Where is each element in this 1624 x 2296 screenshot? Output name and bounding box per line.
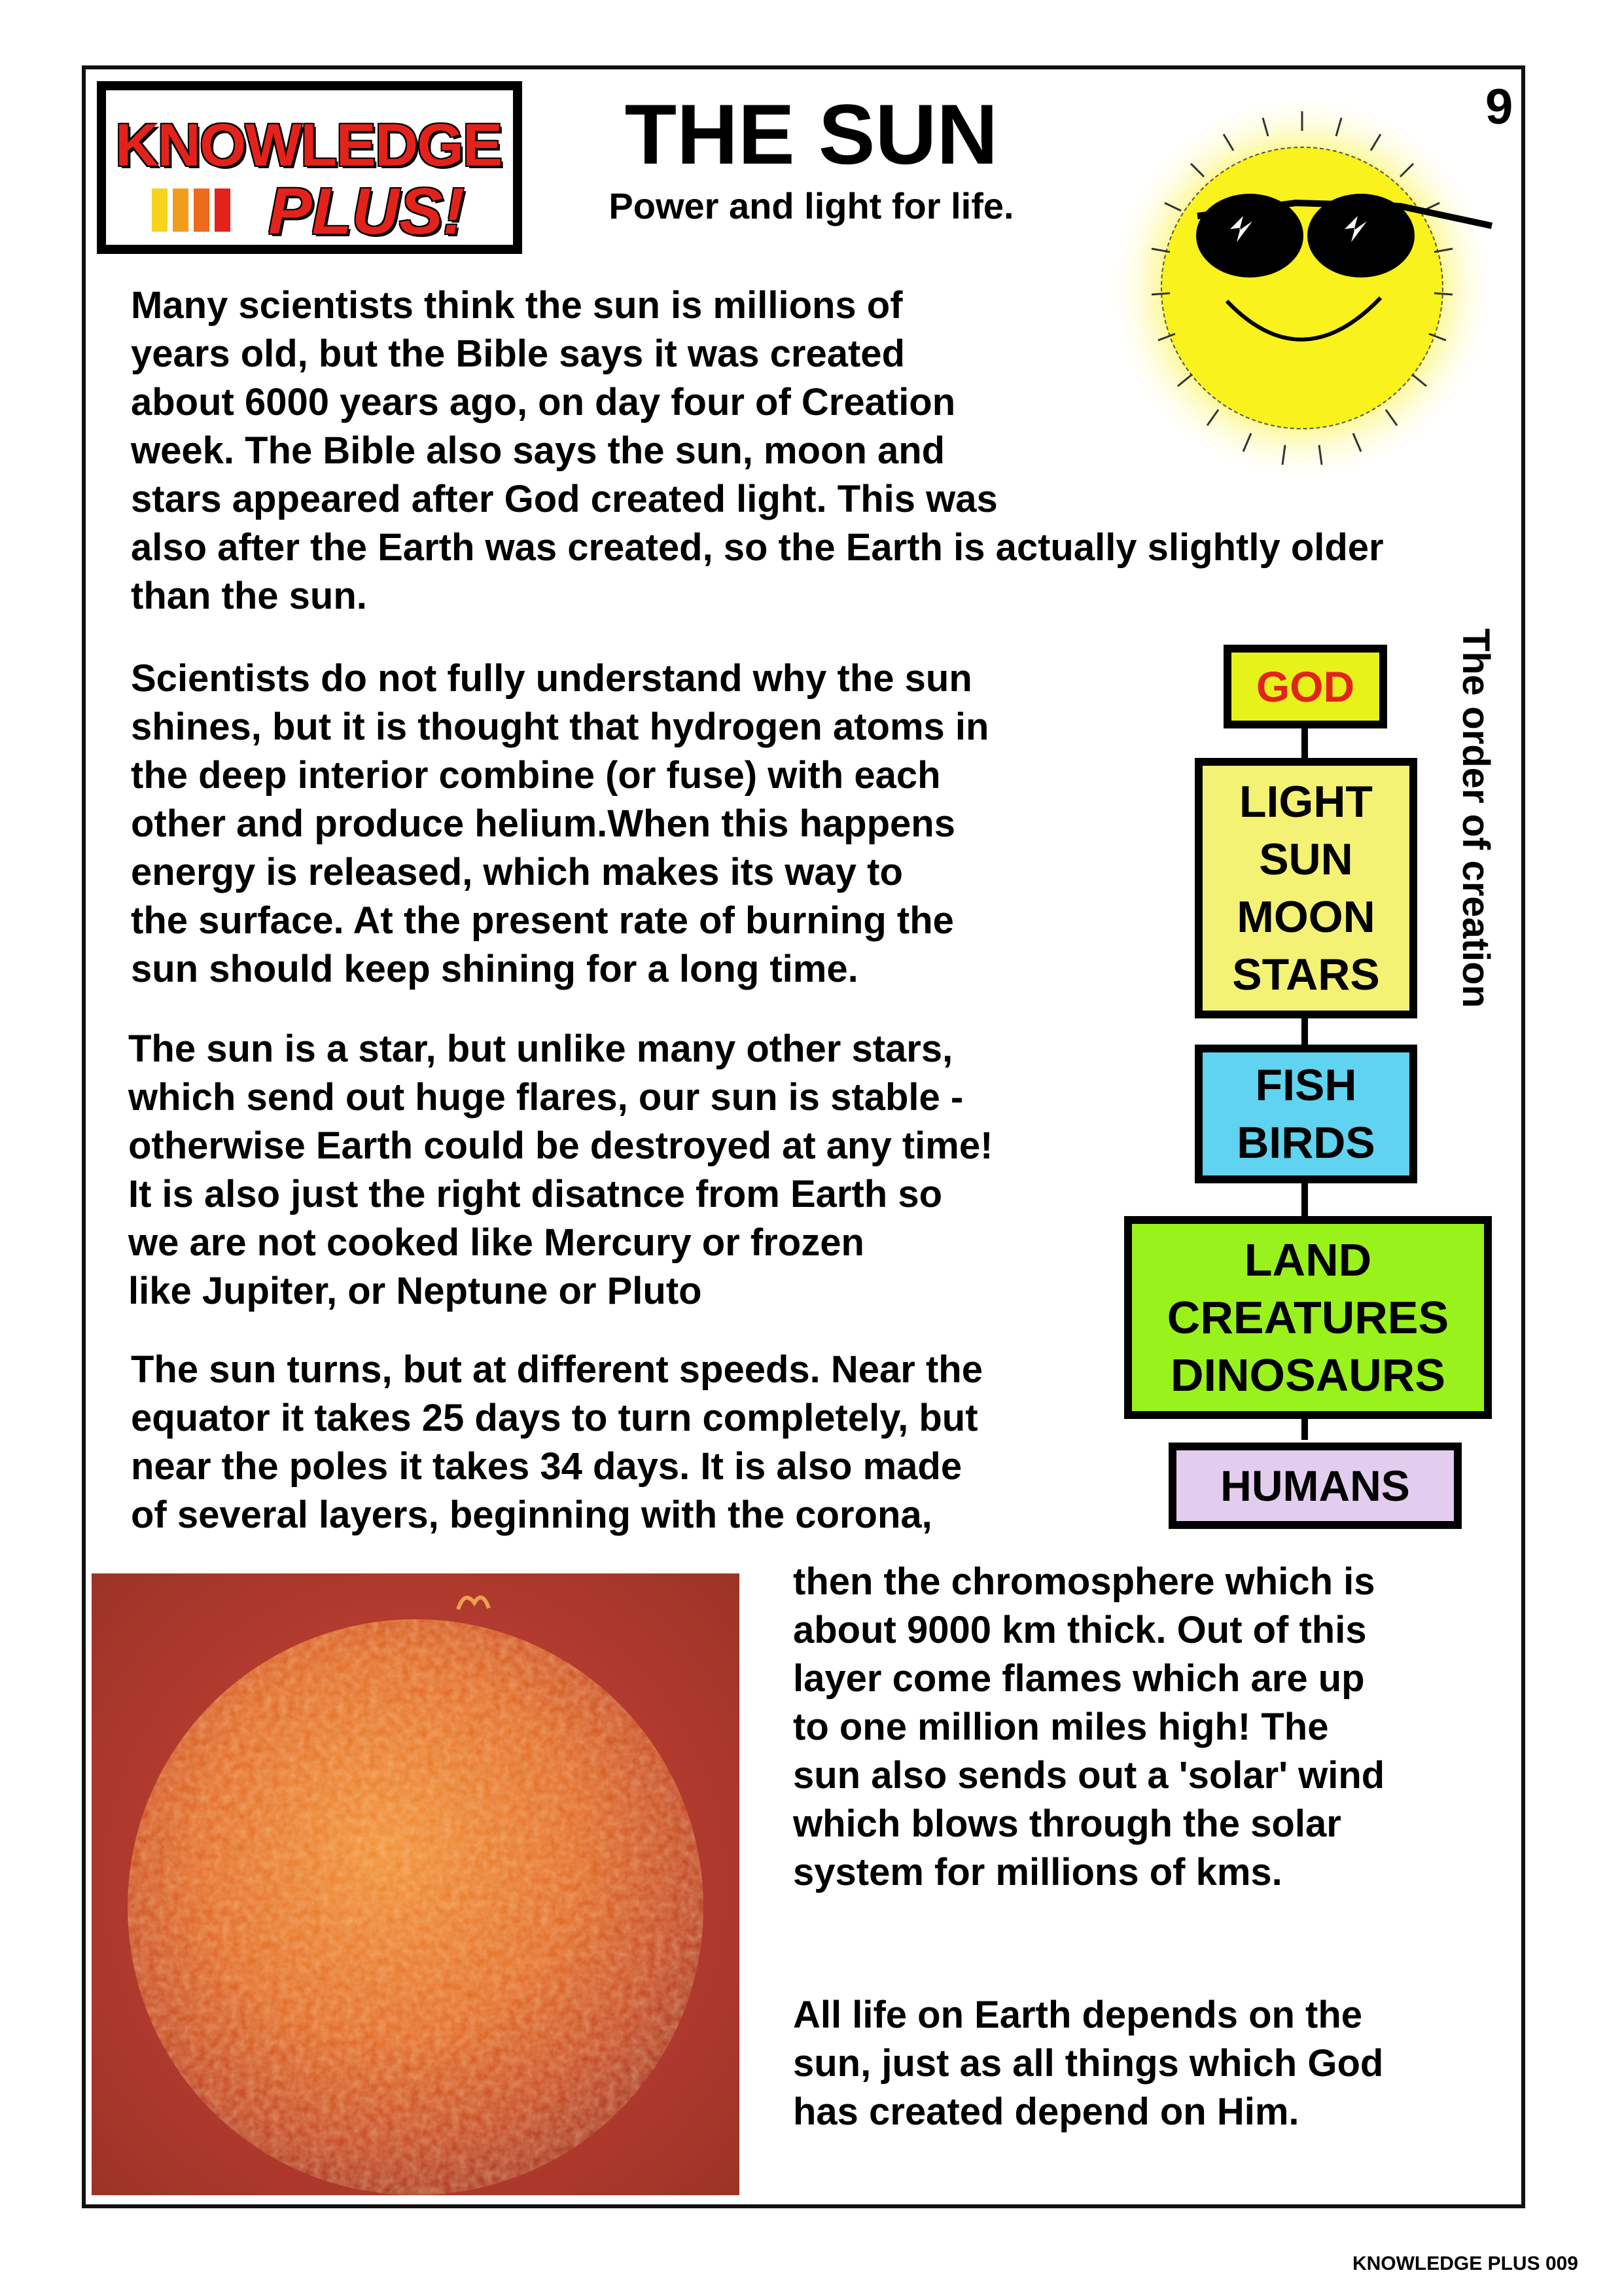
logo-text-top: KNOWLEDGE: [115, 112, 502, 179]
paragraph-chromosphere: then the chromosphere which is about 9000 km thick. Out of this layer come flames which are up to one million miles high! The sun also sends out a 'solar' wind which blows through the solar system for millions of kms.: [793, 1560, 1385, 1893]
creation-box-humans: [1169, 1443, 1462, 1529]
logo-text-bottom: PLUS!: [268, 175, 465, 248]
creation-box-humans-text: HUMANS: [1220, 1462, 1410, 1510]
creation-box-light-text: LIGHT SUN MOON STARS: [1232, 777, 1380, 999]
paragraph-sun-shines: Scientists do not fully understand why the sun shines, but it is thought that hydrogen atoms in the deep interior combine (or fuse) with each other and produce helium.When this happens energy is released, which makes its way to the surface. At the present rate of burning the sun should keep shining for a long time.: [131, 657, 989, 990]
creation-box-light-sun-moon-stars: [1195, 758, 1417, 1018]
creation-box-god: [1224, 645, 1387, 728]
creation-box-land-creatures: [1124, 1216, 1492, 1419]
sun-photo-drawing: [92, 1573, 739, 2195]
knowledge-plus-logo: [97, 81, 522, 254]
page-footer: KNOWLEDGE PLUS 009: [1352, 2253, 1578, 2274]
creation-box-god-text: GOD: [1256, 662, 1355, 711]
sun-photograph: [92, 1573, 739, 2195]
creation-box-fish-birds: [1195, 1045, 1417, 1183]
creation-order-label: The order of creation: [1455, 628, 1497, 1009]
logo-stripes: [152, 188, 263, 232]
paragraph-sun-turns: The sun turns, but at different speeds. Near the equator it takes 25 days to turn completely, but near the poles it takes 34 days. It is also made of several layers, beginning with the corona,: [131, 1348, 983, 1536]
paragraph-life-depends: All life on Earth depends on the sun, just as all things which God has created depend on Him.: [793, 1994, 1384, 2133]
page-title: THE SUN: [624, 86, 998, 182]
paragraph-sun-age: Many scientists think the sun is millions of years old, but the Bible says it was created about 6000 years ago, on day four of Creation week. The Bible also says the sun, moon and stars appeared after God created light. This was also after the Earth was created, so the Earth is actually slightly older than the sun.: [131, 284, 1384, 617]
page-number: 9: [1485, 79, 1513, 135]
creation-box-land-text: LAND CREATURES DINOSAURS: [1167, 1234, 1449, 1401]
page-subtitle: Power and light for life.: [609, 185, 1014, 226]
paragraph-stable-star: The sun is a star, but unlike many other stars, which send out huge flares, our sun is stable - otherwise Earth could be destroyed at any time! It is also just the right disatnce from Earth so we are not cooked like Mercury or frozen like Jupiter, or Neptune or Pluto: [128, 1028, 993, 1312]
creation-box-fish-text: FISH BIRDS: [1237, 1060, 1375, 1168]
